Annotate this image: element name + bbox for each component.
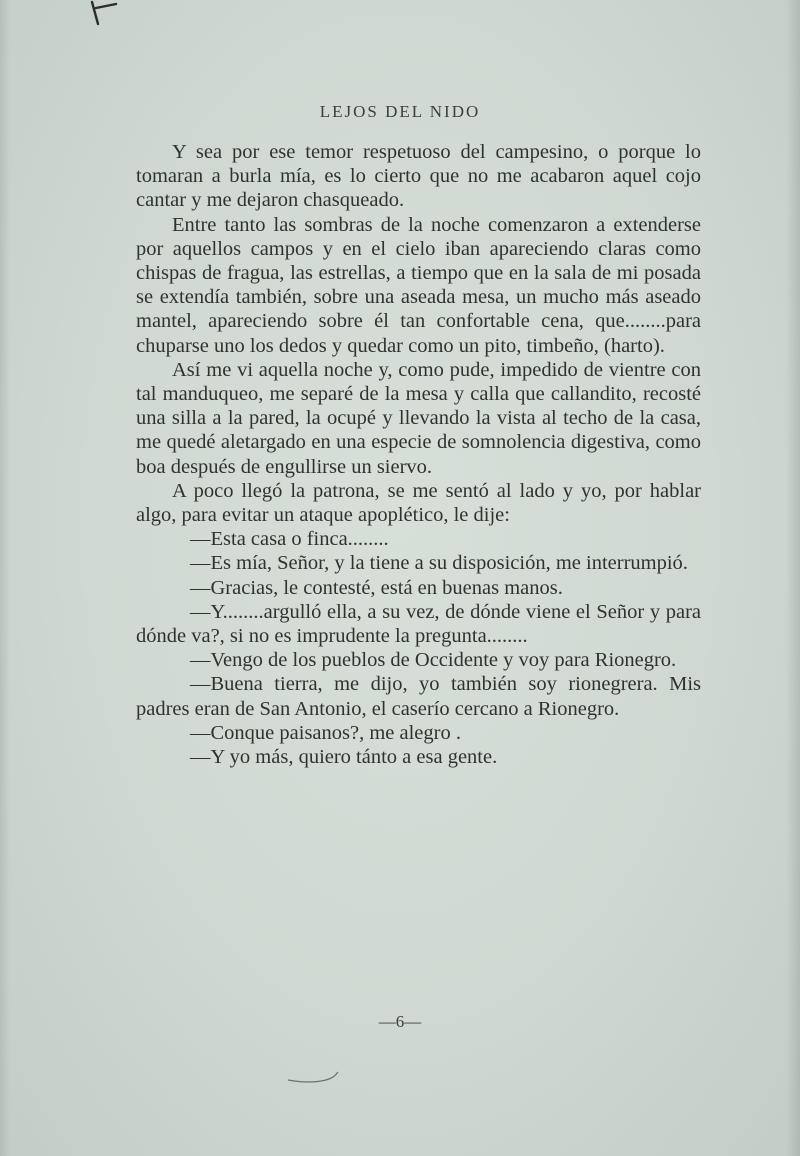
dialogue-line: —Y yo más, quiero tánto a esa gente. <box>190 746 498 769</box>
page-number: —6— <box>378 1012 422 1031</box>
running-title: LEJOS DEL NIDO <box>319 102 481 121</box>
ink-mark-top <box>86 0 120 26</box>
page-edge-shadow-right <box>786 0 800 1156</box>
dialogue-line: —Y........argulló ella, a su vez, de dónde viene el Señor y para dónde va?, si no es imprudente la pregunta........ <box>136 600 701 648</box>
paragraph: Y sea por ese temor respetuoso del campesino, o porque lo tomaran a burla mía, es lo cierto que no me acabaron aquel cojo cantar y me dejaron chasqueado. <box>136 141 701 212</box>
page-edge-shadow-left <box>0 0 10 1156</box>
body-text <box>136 140 701 769</box>
pencil-mark-bottom <box>286 1068 340 1086</box>
dialogue-line: —Esta casa o finca........ <box>190 528 389 551</box>
dialogue-line: —Conque paisanos?, me alegro . <box>190 721 461 744</box>
dialogue-line: —Vengo de los pueblos de Occidente y voy para Rionegro. <box>190 649 677 672</box>
dialogue-line: —Buena tierra, me dijo, yo también soy rionegrera. Mis padres eran de San Antonio, el caserío cercano a Rionegro. <box>136 673 701 720</box>
paragraph: A poco llegó la patrona, se me sentó al lado y yo, por hablar algo, para evitar un ataque apoplético, le dije: <box>136 479 701 527</box>
paragraph: Entre tanto las sombras de la noche comenzaron a extenderse por aquellos campos y en el cielo iban apareciendo claras como chispas de fragua, las estrellas, a tiempo que en la sala de mi posada se extendía también, sobre una aseada mesa, un mucho más aseado mantel, apareciendo sobre él tan confortable cena, que........para chuparse uno los dedos y quedar como un pito, timbeño, (harto). <box>136 213 701 357</box>
dialogue-line: —Gracias, le contesté, está en buenas manos. <box>190 576 563 599</box>
paragraph: Así me vi aquella noche y, como pude, impedido de vientre con tal manduqueo, me separé de la mesa y calla que callandito, recosté una silla a la pared, la ocupé y llevando la vista al techo de la casa, me quedé aletargado en una especie de somnolencia digestiva, como boa después de engullirse un siervo. <box>136 358 701 478</box>
dialogue-line: —Es mía, Señor, y la tiene a su disposición, me interrumpió. <box>190 552 688 575</box>
